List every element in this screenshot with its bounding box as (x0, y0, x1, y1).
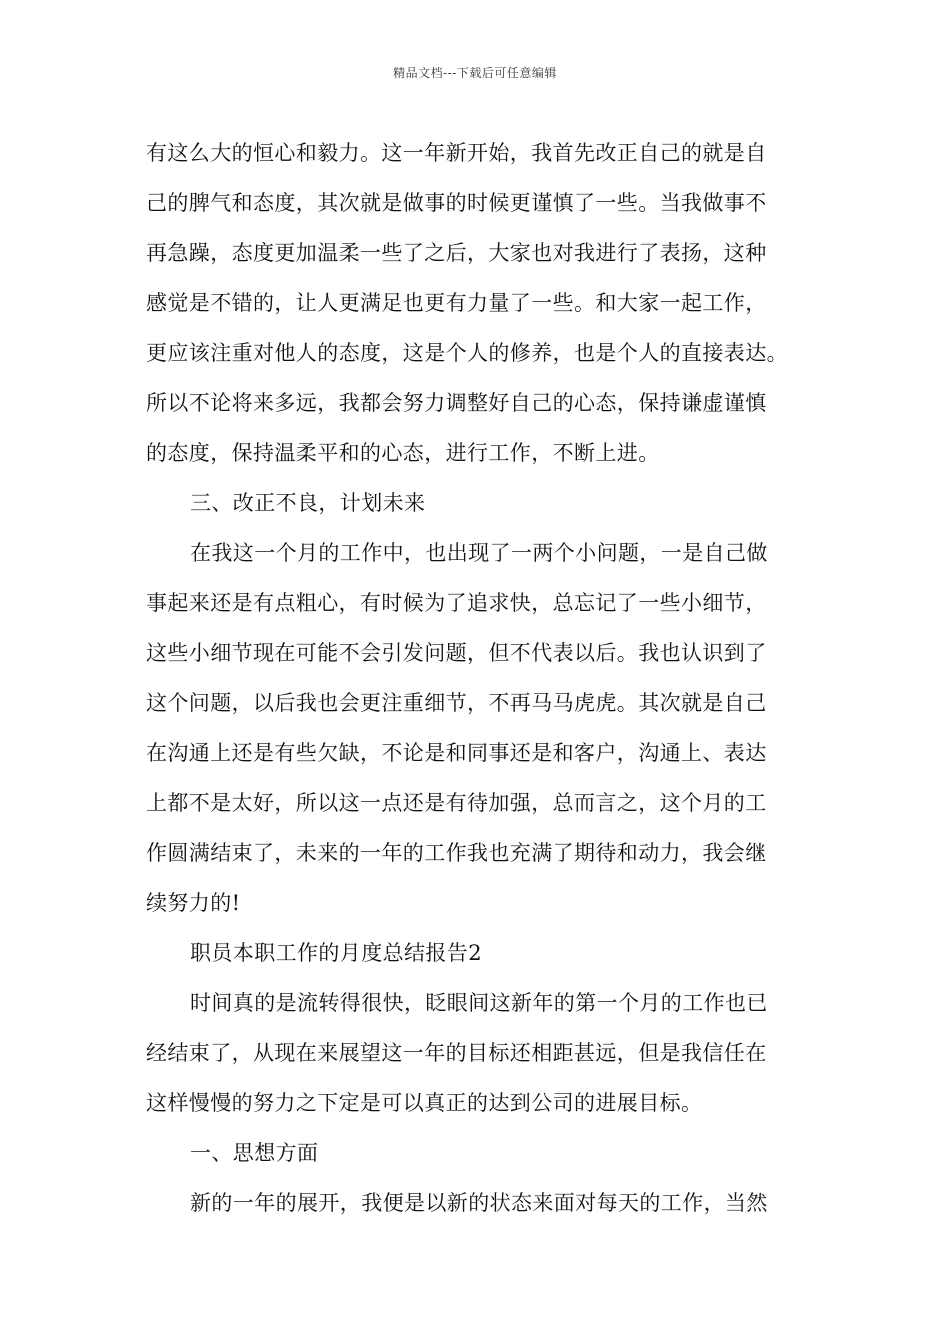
text-line: 作圆满结束了，未来的一年的工作我也充满了期待和动力，我会继 (146, 841, 767, 865)
section-heading: 一、思想方面 (190, 1141, 319, 1165)
text-line: 更应该注重对他人的态度，这是个人的修养，也是个人的直接表达。 (146, 341, 788, 365)
page-header: 精品文档---下载后可任意编辑 (393, 66, 557, 80)
text-line: 所以不论将来多远，我都会努力调整好自己的心态，保持谦虚谨慎 (146, 391, 767, 415)
text-line: 事起来还是有点粗心，有时候为了追求快，总忘记了一些小细节， (146, 591, 767, 615)
text-line: 这个问题，以后我也会更注重细节，不再马马虎虎。其次就是自己 (146, 691, 767, 715)
text-line: 续努力的! (146, 891, 241, 915)
text-line: 在沟通上还是有些欠缺，不论是和同事还是和客户，沟通上、表达 (146, 741, 767, 765)
paragraph-start-line: 时间真的是流转得很快，眨眼间这新年的第一个月的工作也已 (190, 991, 768, 1015)
paragraph-start-line: 在我这一个月的工作中，也出现了一两个小问题，一是自己做 (190, 541, 768, 565)
text-line: 上都不是太好，所以这一点还是有待加强，总而言之，这个月的工 (146, 791, 767, 815)
document-body (146, 128, 836, 1228)
paragraph-start-line: 新的一年的展开，我便是以新的状态来面对每天的工作，当然 (190, 1191, 768, 1215)
text-line: 的态度，保持温柔平和的心态，进行工作，不断上进。 (146, 441, 660, 465)
report-title: 职员本职工作的月度总结报告2 (190, 941, 482, 965)
text-line: 己的脾气和态度，其次就是做事的时候更谨慎了一些。当我做事不 (146, 191, 767, 215)
text-line: 再急躁，态度更加温柔一些了之后，大家也对我进行了表扬，这种 (146, 241, 767, 265)
text-line: 有这么大的恒心和毅力。这一年新开始，我首先改正自己的就是自 (146, 141, 767, 165)
section-heading: 三、改正不良，计划未来 (190, 491, 426, 515)
text-line: 这些小细节现在可能不会引发问题，但不代表以后。我也认识到了 (146, 641, 767, 665)
text-line: 这样慢慢的努力之下定是可以真正的达到公司的进展目标。 (146, 1091, 703, 1115)
text-line: 感觉是不错的，让人更满足也更有力量了一些。和大家一起工作， (146, 291, 767, 315)
text-line: 经结束了，从现在来展望这一年的目标还相距甚远，但是我信任在 (146, 1041, 767, 1065)
